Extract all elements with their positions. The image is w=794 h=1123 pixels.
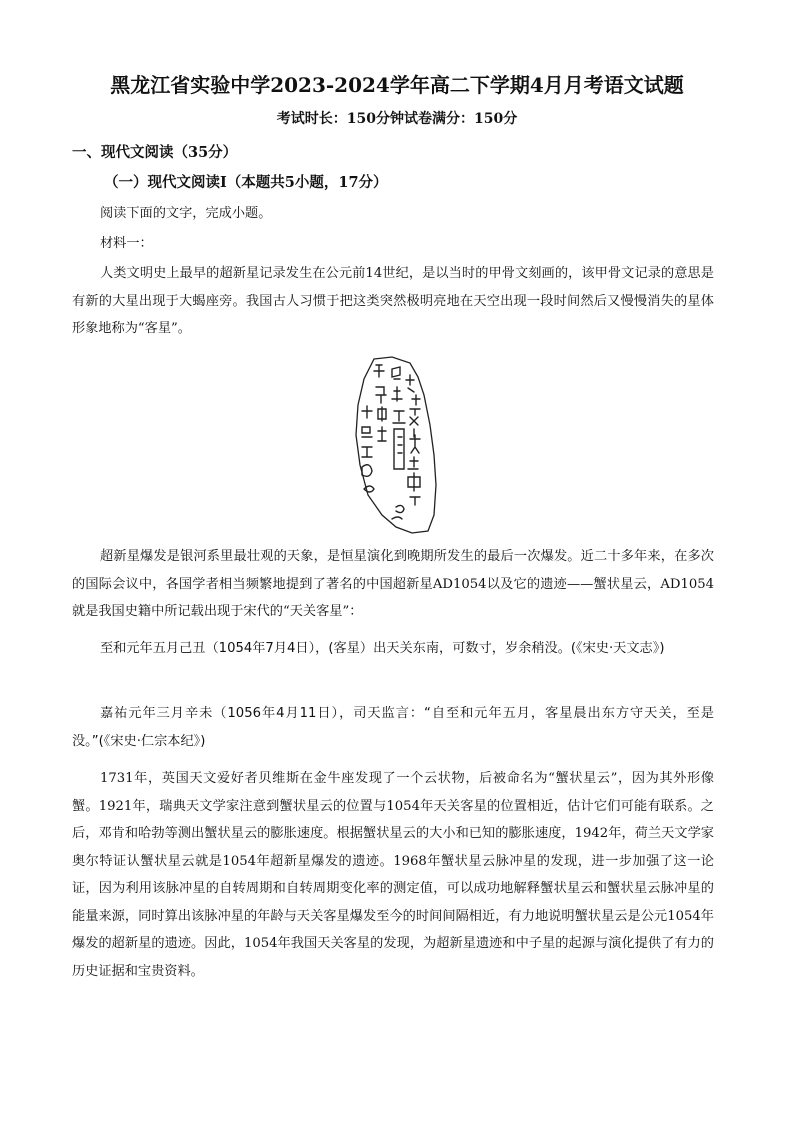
instruction-text: 阅读下面的文字，完成小题。 xyxy=(100,206,272,221)
subsection-heading: （一）现代文阅读Ⅰ（本题共5小题，17分） xyxy=(104,174,388,191)
exam-info: 考试时长：150分钟试卷满分：150分 xyxy=(276,111,518,127)
page-title: 黑龙江省实验中学2023-2024学年高二下学期4月月考语文试题 xyxy=(110,73,684,97)
section-heading: 一、现代文阅读（35分） xyxy=(72,144,238,161)
material-label: 材料一： xyxy=(100,236,153,251)
oracle-bone-image xyxy=(352,355,442,535)
paragraph-1: 人类文明史上最早的超新星记录发生在公元前14世纪，是以当时的甲骨文刻画的，该甲骨文记录的意思是有新的大星出现于大蝎座旁。我国古人习惯于把这类突然极明亮地在天空出现一段时间然后又慢慢消失的星体形象地称为“客星”。 xyxy=(72,266,714,336)
paragraph-2: 超新星爆发是银河系里最壮观的天象，是恒星演化到晚期所发生的最后一次爆发。近二十多年来，在多次的国际会议中，各国学者相当频繁地提到了著名的中国超新星AD1054以及它的遗迹——蟹状星云，AD1054就是我国史籍中所记载出现于宋代的“天关客星”： xyxy=(72,549,714,619)
paragraph-3: 1731年，英国天文爱好者贝维斯在金牛座发现了一个云状物，后被命名为“蟹状星云”，因为其外形像蟹。1921年，瑞典天文学家注意到蟹状星云的位置与1054年天关客星的位置相近，估计它们可能有联系。之后，邓肯和哈勃等测出蟹状星云的膨胀速度。根据蟹状星云的大小和已知的膨胀速度，1942年，荷兰天文学家奥尔特证认蟹状星云就是1054年超新星爆发的遗迹。1968年蟹状星云脉冲星的发现，进一步加强了这一论证，因为利用该脉冲星的自转周期和自转周期变化率的测定值，可以成功地解释蟹状星云和蟹状星云脉冲星的能量来源，同时算出该脉冲星的年龄与天关客星爆发至今的时间间隔相近，有力地说明蟹状星云是公元1054年爆发的超新星的遗迹。因此，1054年我国天关客星的发现，为超新星遗迹和中子星的起源与演化提供了有力的历史证据和宝贵资料。 xyxy=(72,771,714,979)
quote-1: 至和元年五月己丑（1054年7月4日），(客星）出天关东南，可数寸，岁余稍没。(《宋史·天文志》) xyxy=(100,641,665,656)
quote-2: 嘉祐元年三月辛未（1056年4月11日），司天监言：“自至和元年五月，客星晨出东方守天关，至是没。”(《宋史·仁宗本纪》) xyxy=(72,706,714,749)
